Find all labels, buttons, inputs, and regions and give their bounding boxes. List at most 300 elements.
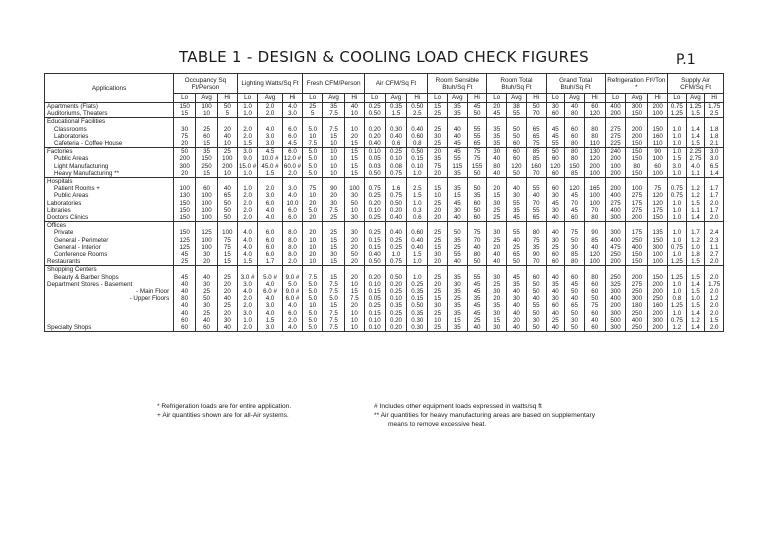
table-cell: 15 <box>447 192 467 199</box>
row-label: Educational Facilities <box>45 118 174 126</box>
table-cell: 10 <box>217 140 237 148</box>
table-cell: 50 <box>526 310 546 317</box>
table-cell <box>282 222 303 230</box>
table-cell: 10 <box>344 324 364 332</box>
table-cell: 50 <box>565 288 585 295</box>
table-cell: 0.15 <box>407 155 428 162</box>
table-cell: 55 <box>507 110 527 118</box>
table-cell: 0.10 <box>407 163 428 170</box>
page-number: P.1 <box>676 52 696 68</box>
table-cell: 5.0 <box>282 281 303 288</box>
table-cell: 1.25 <box>668 110 687 118</box>
table-cell: 5 <box>303 110 323 118</box>
table-cell: 50 <box>507 126 527 133</box>
table-cell: 0.50 <box>364 170 385 178</box>
table-cell: 75 <box>217 237 237 244</box>
table-cell: 3.0 <box>258 192 282 199</box>
table-cell: 250 <box>196 163 218 170</box>
table-cell: 0.50 <box>364 110 385 118</box>
table-cell: 25 <box>487 207 507 214</box>
header-sub: Hi <box>467 94 487 103</box>
table-cell: 70 <box>526 258 546 266</box>
table-cell: 4.0 <box>237 244 258 251</box>
table-cell: 50 <box>174 148 196 156</box>
table-cell: 250 <box>626 324 648 332</box>
table-cell: 25 <box>447 295 467 302</box>
table-row <box>45 200 724 207</box>
table-cell: 40 <box>546 310 565 317</box>
table-cell: 35 <box>323 103 345 111</box>
table-cell: 90 <box>526 251 546 258</box>
table-cell: 115 <box>447 163 467 170</box>
row-label: Conference Rooms <box>45 251 174 258</box>
table-cell: 1.0 <box>668 229 687 236</box>
table-cell: 2.0 <box>237 324 258 332</box>
table-cell: 1.0 <box>668 281 687 288</box>
table-cell: 15 <box>344 163 364 170</box>
table-cell: 0.10 <box>364 317 385 324</box>
table-cell <box>526 178 546 186</box>
table-cell <box>303 178 323 186</box>
table-cell <box>385 266 407 274</box>
table-cell: 30 <box>487 200 507 207</box>
table-cell: 15 <box>344 140 364 148</box>
table-cell: 20 <box>487 295 507 302</box>
table-cell <box>385 118 407 126</box>
table-cell: 1.75 <box>705 103 724 111</box>
table-cell: 20 <box>303 229 323 236</box>
table-cell: 80 <box>487 163 507 170</box>
table-cell: 60 <box>526 274 546 281</box>
table-cell: 35 <box>447 310 467 317</box>
table-cell: 1.0 <box>668 237 687 244</box>
table-cell: 4.0 <box>258 214 282 222</box>
table-cell: 2.5 <box>407 110 428 118</box>
row-label: Classrooms <box>45 126 174 133</box>
table-cell: 50 <box>584 295 605 302</box>
table-cell: 20 <box>344 237 364 244</box>
table-cell <box>668 118 687 126</box>
table-cell: 2.0 <box>258 110 282 118</box>
table-cell: 10 <box>344 207 364 214</box>
table-cell: 20 <box>344 133 364 140</box>
table-cell: 4.5 <box>282 140 303 148</box>
table-cell: 30 <box>546 192 565 199</box>
table-cell <box>303 266 323 274</box>
table-cell <box>428 266 448 274</box>
table-cell: 275 <box>626 207 648 214</box>
table-cell: 200 <box>626 214 648 222</box>
table-cell <box>258 266 282 274</box>
table-cell: 10.0 # <box>258 155 282 162</box>
table-cell: 100 <box>217 229 237 236</box>
table-cell: 400 <box>626 317 648 324</box>
row-label: Specialty Shops <box>45 324 174 332</box>
table-cell: 40 <box>507 288 527 295</box>
table-cell: 1.0 <box>237 170 258 178</box>
table-cell: 40 <box>546 324 565 332</box>
header-sub: Avg <box>626 94 648 103</box>
table-cell: 100 <box>584 170 605 178</box>
table-cell: 45 <box>546 133 565 140</box>
table-cell: 90 <box>323 185 345 192</box>
table-cell: 1.8 <box>705 126 724 133</box>
table-cell: 0.50 <box>385 200 407 207</box>
row-label: Patient Rooms + <box>45 185 174 192</box>
table-cell: 6.5 <box>705 163 724 170</box>
table-cell: 100 <box>196 244 218 251</box>
header-group: Refrigeration Ft²/Ton * <box>605 74 667 94</box>
table-cell: 0.25 <box>407 281 428 288</box>
table-cell: 1.7 <box>705 192 724 199</box>
table-cell <box>605 118 626 126</box>
table-cell: 0.60 <box>407 133 428 140</box>
table-cell: 2.0 <box>282 170 303 178</box>
table-cell: 9.0 # <box>282 274 303 281</box>
table-cell: 50 <box>217 207 237 214</box>
table-cell: 30 <box>487 288 507 295</box>
table-cell: 40 <box>487 258 507 266</box>
table-cell: 0.10 <box>385 155 407 162</box>
table-cell: 25 <box>447 244 467 251</box>
table-cell: 300 <box>626 103 648 111</box>
table-cell: 175 <box>648 207 668 214</box>
table-cell: 2.0 <box>237 295 258 302</box>
table-cell <box>344 178 364 186</box>
table-cell: 2.0 <box>237 207 258 214</box>
table-row <box>45 103 724 111</box>
table-cell: 0.75 <box>668 244 687 251</box>
table-cell: 1.0 <box>237 103 258 111</box>
table-cell: 3.0 <box>237 310 258 317</box>
table-cell: 75 <box>467 148 487 156</box>
table-cell <box>447 178 467 186</box>
table-row <box>45 244 724 251</box>
table-cell <box>686 266 705 274</box>
table-cell: 2.0 <box>705 214 724 222</box>
table-cell: 0.05 <box>364 155 385 162</box>
table-cell: 7.5 <box>323 126 345 133</box>
table-cell: 5.0 <box>303 126 323 133</box>
table-cell: 15 <box>196 170 218 178</box>
table-cell: 40 <box>447 258 467 266</box>
table-cell <box>705 118 724 126</box>
table-cell: 5.0 <box>303 155 323 162</box>
table-cell: 150 <box>626 155 648 162</box>
table-cell: 125 <box>174 237 196 244</box>
table-cell: 30 <box>487 148 507 156</box>
table-cell: 80 <box>584 133 605 140</box>
table-cell: 1.5 <box>686 302 705 309</box>
table-cell: 70 <box>526 170 546 178</box>
table-cell <box>237 118 258 126</box>
table-cell: 250 <box>626 310 648 317</box>
header-applications: Applications <box>45 74 174 103</box>
table-cell: 20 <box>428 214 448 222</box>
table-cell: 1.5 <box>686 258 705 266</box>
table-cell <box>565 178 585 186</box>
table-cell: 20 <box>428 170 448 178</box>
table-cell <box>487 118 507 126</box>
table-cell: 20 <box>344 302 364 309</box>
table-cell <box>237 222 258 230</box>
table-cell: 400 <box>605 192 626 199</box>
table-cell: 8.0 <box>282 251 303 258</box>
table-cell: 25 <box>428 229 448 236</box>
table-cell: 200 <box>605 170 626 178</box>
table-cell: 50 <box>507 133 527 140</box>
table-cell: 150 <box>648 126 668 133</box>
table-cell: 60 <box>648 163 668 170</box>
table-cell <box>526 222 546 230</box>
table-cell: 15 <box>428 244 448 251</box>
table-cell: 0.40 <box>364 140 385 148</box>
table-cell: 0.35 <box>385 302 407 309</box>
table-cell: 75 <box>467 229 487 236</box>
table-cell <box>546 222 565 230</box>
table-cell: 40 <box>447 133 467 140</box>
table-cell: 40 <box>546 274 565 281</box>
table-cell: 35 <box>447 274 467 281</box>
table-cell: 25 <box>428 237 448 244</box>
table-cell: 100 <box>626 185 648 192</box>
table-cell: 1.0 <box>237 317 258 324</box>
table-cell: 45 <box>174 274 196 281</box>
table-cell: 30 <box>487 274 507 281</box>
table-cell: 50 <box>526 281 546 288</box>
table-cell: 0.25 <box>364 214 385 222</box>
table-cell: 300 <box>626 295 648 302</box>
table-cell: 0.10 <box>364 281 385 288</box>
table-cell: 1.0 <box>668 251 687 258</box>
table-cell: 60 <box>546 185 565 192</box>
table-cell: 1.1 <box>686 207 705 214</box>
table-cell: 60 <box>584 310 605 317</box>
table-cell: 6.0 <box>258 200 282 207</box>
table-cell: 300 <box>605 214 626 222</box>
table-cell <box>526 118 546 126</box>
table-cell <box>174 266 196 274</box>
table-cell: 15 <box>344 155 364 162</box>
table-cell: 1.25 <box>668 274 687 281</box>
table-cell <box>668 178 687 186</box>
table-cell: 275 <box>626 192 648 199</box>
table-cell: 0.3 <box>407 207 428 214</box>
table-cell: 1.2 <box>668 324 687 332</box>
table-cell <box>282 118 303 126</box>
row-label: Shopping Centers <box>45 266 174 274</box>
table-cell: 120 <box>584 251 605 258</box>
table-cell: 100 <box>648 170 668 178</box>
table-cell: 200 <box>605 185 626 192</box>
table-cell: 0.20 <box>385 324 407 332</box>
table-cell: 80 <box>626 163 648 170</box>
table-cell <box>565 222 585 230</box>
table-cell: 100 <box>584 258 605 266</box>
table-cell <box>705 266 724 274</box>
table-cell: 0.10 <box>364 324 385 332</box>
table-cell <box>487 222 507 230</box>
table-cell: 100 <box>605 163 626 170</box>
table-cell: 150 <box>174 214 196 222</box>
table-cell: 10 <box>428 192 448 199</box>
table-cell: 0.8 <box>407 140 428 148</box>
table-cell <box>385 178 407 186</box>
table-cell: 50 <box>217 103 237 111</box>
table-cell: 200 <box>605 302 626 309</box>
table-row <box>45 310 724 317</box>
table-cell: 80 <box>565 258 585 266</box>
table-cell: 0.25 <box>385 288 407 295</box>
table-cell: 2.0 <box>705 200 724 207</box>
table-cell <box>217 118 237 126</box>
table-cell: 25 <box>323 214 345 222</box>
table-cell: 80 <box>174 295 196 302</box>
header-sub: Lo <box>303 94 323 103</box>
table-cell: 1.0 <box>668 200 687 207</box>
table-cell: 85 <box>526 148 546 156</box>
table-cell: 15 <box>428 295 448 302</box>
table-cell: 60 <box>584 281 605 288</box>
table-cell: 70 <box>526 200 546 207</box>
table-cell: 0.75 <box>668 103 687 111</box>
table-cell: 1.4 <box>686 324 705 332</box>
table-cell: 2.0 <box>258 185 282 192</box>
table-cell: 15 <box>487 192 507 199</box>
table-cell: 0.35 <box>407 310 428 317</box>
table-cell: 10 <box>217 170 237 178</box>
table-cell <box>584 222 605 230</box>
table-row <box>45 207 724 214</box>
table-cell: 1.2 <box>686 317 705 324</box>
table-cell <box>507 118 527 126</box>
table-cell: 1.5 <box>237 258 258 266</box>
row-label <box>45 302 174 309</box>
table-cell: 0.10 <box>385 295 407 302</box>
table-cell <box>237 178 258 186</box>
row-label: Public Areas <box>45 155 174 162</box>
table-cell <box>565 266 585 274</box>
table-cell: 4.0 <box>237 251 258 258</box>
table-cell: 0.35 <box>407 288 428 295</box>
table-cell: 30 <box>546 207 565 214</box>
table-cell: 30 <box>174 126 196 133</box>
table-cell: 70 <box>565 200 585 207</box>
table-cell: 275 <box>605 126 626 133</box>
table-cell: 12.0 # <box>283 155 302 163</box>
table-cell <box>258 118 282 126</box>
header-group: Air CFM/Sq Ft <box>364 74 428 94</box>
table-cell: 10 <box>303 244 323 251</box>
table-cell: 35 <box>487 302 507 309</box>
table-cell: 10 <box>323 140 345 148</box>
table-cell: 30 <box>428 251 448 258</box>
table-cell: 40 <box>487 170 507 178</box>
table-cell: 60 <box>584 324 605 332</box>
header-sub: Hi <box>217 94 237 103</box>
table-cell: 75 <box>526 237 546 244</box>
table-cell: 30 <box>196 251 218 258</box>
table-cell: 1.5 <box>686 274 705 281</box>
table-cell: 100 <box>584 200 605 207</box>
table-cell: 50 <box>467 170 487 178</box>
table-cell: 15 <box>323 133 345 140</box>
table-cell: 90 <box>584 229 605 236</box>
table-cell: 35 <box>447 185 467 192</box>
table-cell: 55 <box>526 185 546 192</box>
table-cell: 40 <box>447 214 467 222</box>
table-cell: 45 <box>565 207 585 214</box>
table-cell: 1.5 <box>258 170 282 178</box>
table-cell: 30 <box>344 192 364 199</box>
table-cell <box>487 178 507 186</box>
table-cell <box>174 178 196 186</box>
table-cell: 8.0 <box>282 244 303 251</box>
table-cell: 20 <box>487 244 507 251</box>
table-cell: 45 <box>467 281 487 288</box>
table-cell: 50 <box>344 200 364 207</box>
table-cell <box>546 118 565 126</box>
table-cell: 60 <box>565 214 585 222</box>
table-cell: 40 <box>584 244 605 251</box>
table-cell: 1.25 <box>668 258 687 266</box>
table-cell: 60 <box>196 185 218 192</box>
table-cell: 275 <box>605 200 626 207</box>
table-cell: 1.0 <box>237 110 258 118</box>
table-cell: 2.1 <box>705 140 724 148</box>
table-cell: 30 <box>487 229 507 236</box>
table-cell: 2.0 <box>705 324 724 332</box>
table-cell: 275 <box>605 133 626 140</box>
table-cell: 4.0 <box>686 163 705 170</box>
table-cell: 25 <box>487 237 507 244</box>
table-cell <box>565 118 585 126</box>
table-cell: 7.5 <box>323 207 345 214</box>
table-cell: 6.0 # <box>258 288 282 295</box>
table-cell: 15 <box>323 258 345 266</box>
header-sub: Hi <box>282 94 303 103</box>
table-row <box>45 288 724 295</box>
table-cell <box>626 222 648 230</box>
table-cell: 5.0 # <box>258 274 282 281</box>
table-cell: 20 <box>174 140 196 148</box>
table-cell: 50 <box>526 103 546 111</box>
table-cell: 85 <box>565 170 585 178</box>
table-cell: 0.50 <box>407 302 428 309</box>
table-cell: 3.0 <box>668 163 687 170</box>
table-cell: 25 <box>303 103 323 111</box>
table-cell: 15 <box>323 237 345 244</box>
table-cell: 0.15 <box>364 310 385 317</box>
table-cell: 2.75 <box>686 155 705 162</box>
table-cell: 15 <box>217 258 237 266</box>
table-cell: 60 <box>467 214 487 222</box>
table-cell: 25 <box>546 244 565 251</box>
table-cell: 150 <box>174 229 196 236</box>
note-equipment-loads: # Includes other equipment loads expressed in watts/sq ft <box>374 403 542 410</box>
table-cell: 1.0 <box>407 258 428 266</box>
table-cell: 25 <box>546 317 565 324</box>
table-cell: 0.6 <box>407 214 428 222</box>
table-cell: 1.0 <box>668 214 687 222</box>
table-cell: 60 <box>467 200 487 207</box>
table-cell: 65 <box>565 302 585 309</box>
note-heavy-manufacturing: ** Air quantities for heavy manufacturing areas are based on supplementary <box>374 412 596 419</box>
table-cell: 0.20 <box>364 274 385 281</box>
table-cell <box>217 178 237 186</box>
row-label: Factories <box>45 148 174 156</box>
table-cell: 2.0 <box>258 103 282 111</box>
